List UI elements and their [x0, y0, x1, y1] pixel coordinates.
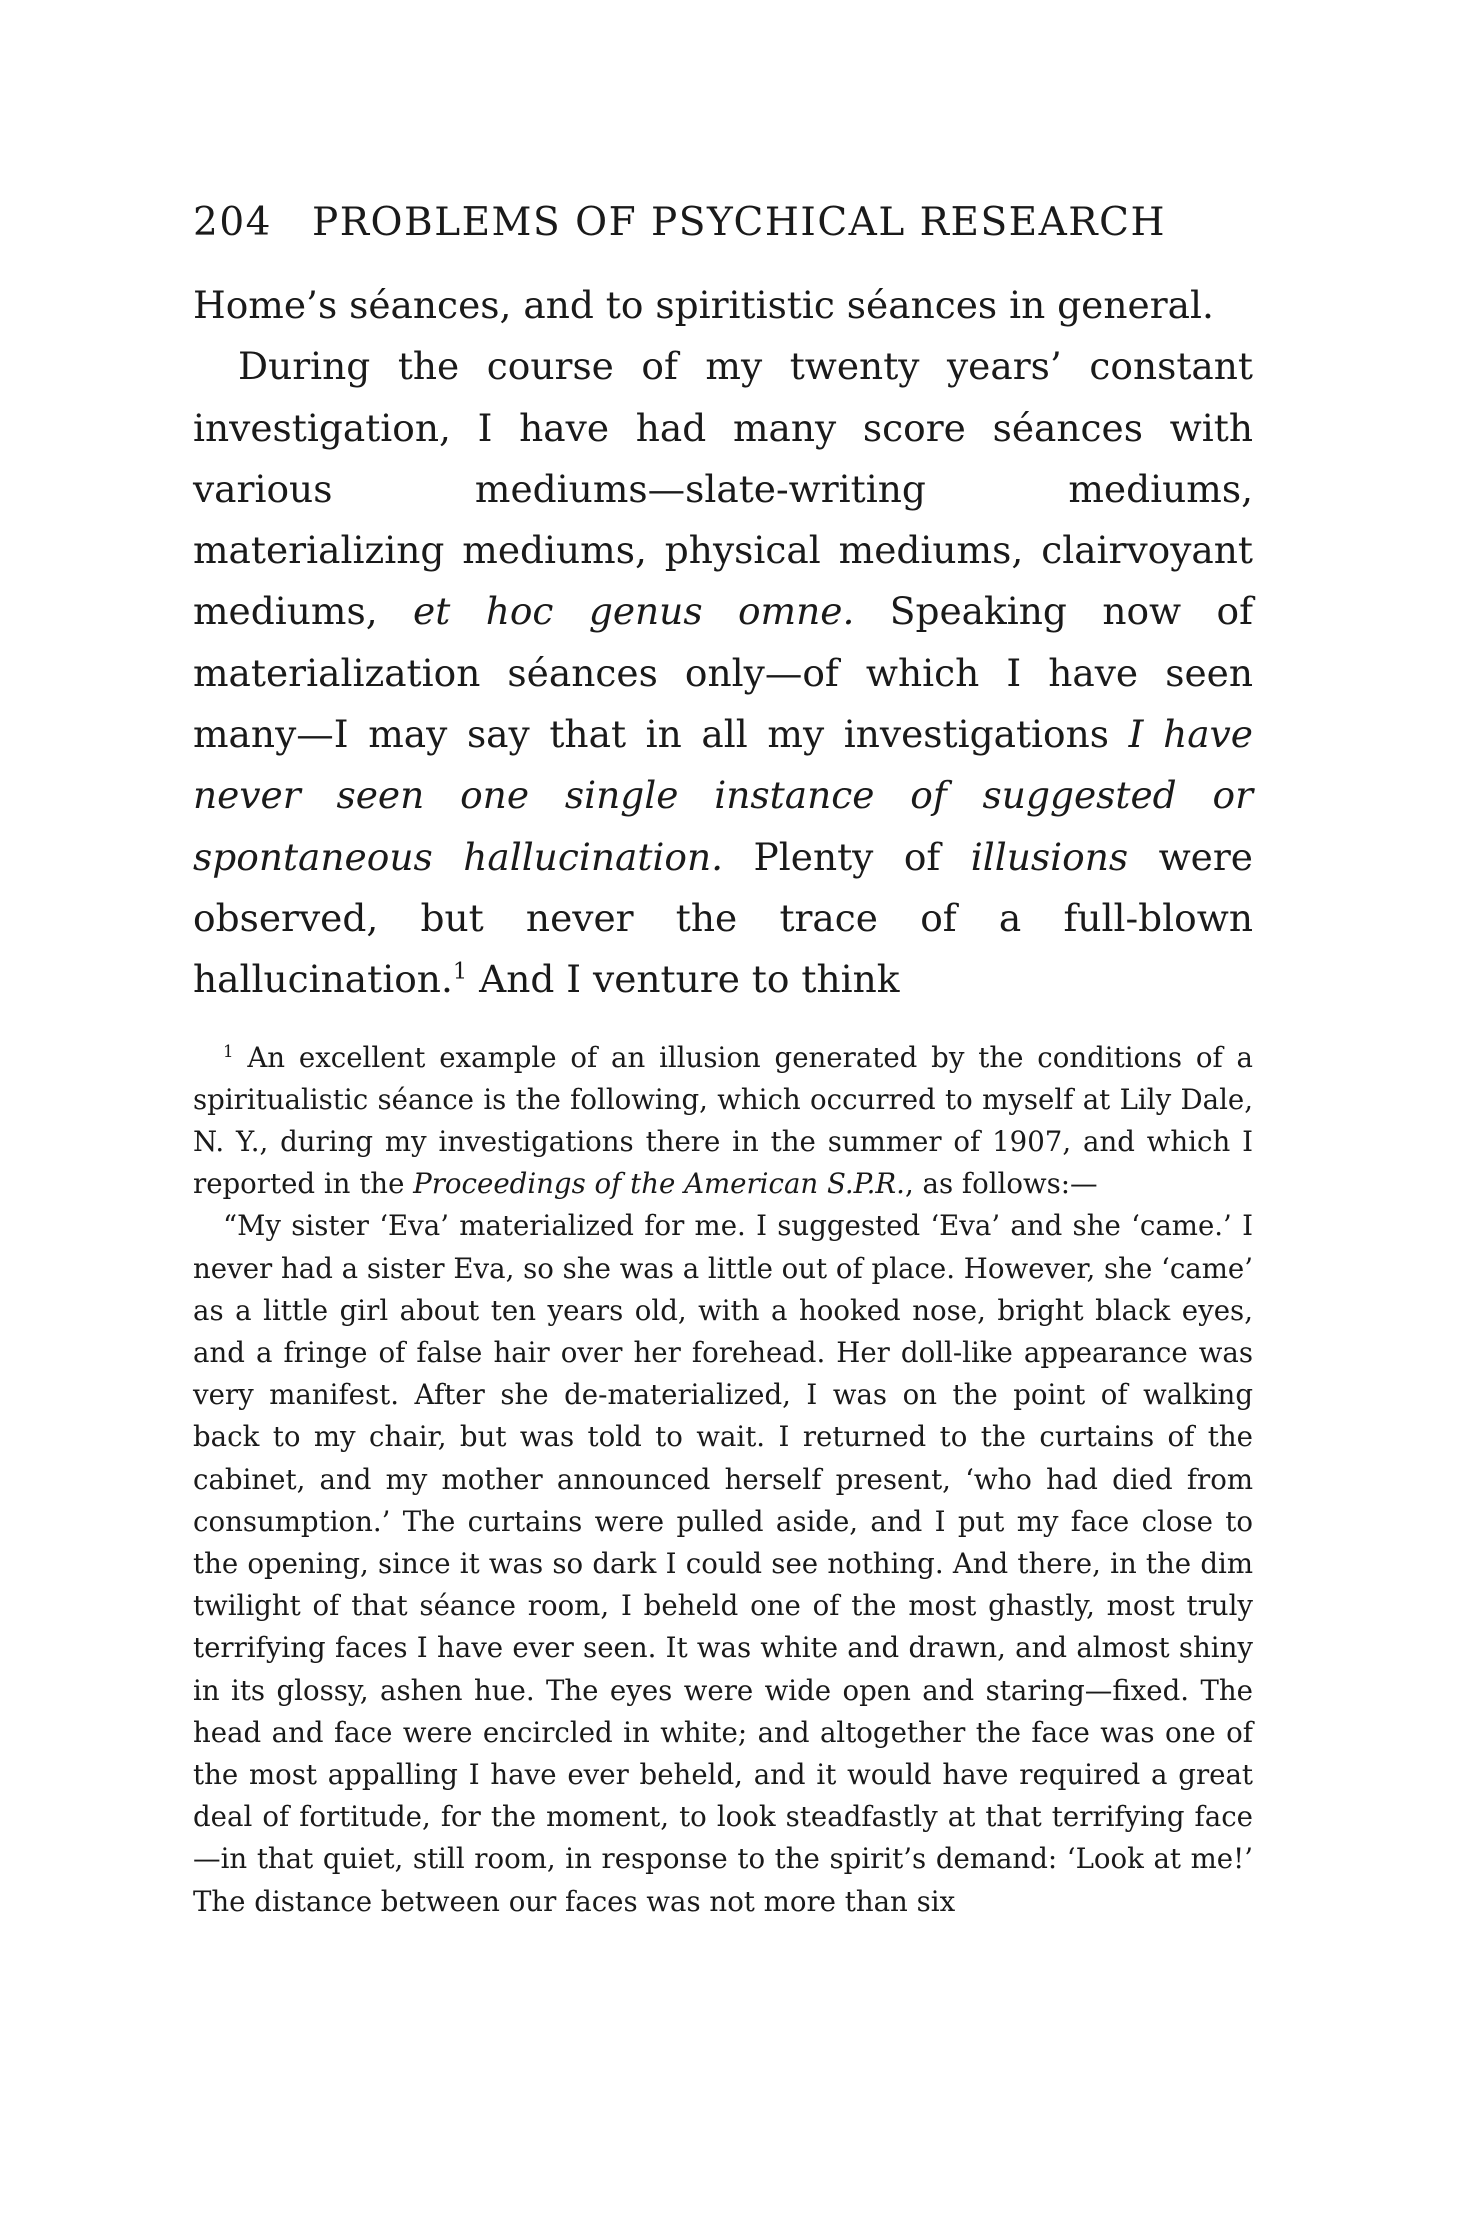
running-head	[193, 200, 1253, 245]
latin-phrase: et hoc genus omne.	[413, 589, 855, 634]
footnote-paragraph: $^1$ An excellent example of an illusion generated by the conditions of a spiritualistic séance is the following, which occurred to myself at Lily Dale, N. Y., during my investigations there in the summer of 1907, and which I reported in the Proceedings of the American S.P.R., as follows:—	[193, 1040, 1253, 1201]
publication-title: Proceedings of the American S.P.R.	[413, 1167, 905, 1201]
footnote	[193, 1037, 1253, 1923]
running-head-title: PROBLEMS OF PSYCHICAL RESEARCH	[311, 200, 1167, 245]
page-number: 204	[193, 200, 272, 245]
paragraph-continuation: Home’s séances, and to spiritistic séances in general.	[193, 283, 1214, 327]
footnote-reference: 1	[452, 958, 468, 985]
main-text	[193, 275, 1253, 1011]
paragraph: During the course of my twenty years’ constant investigation, I have had many score séances with various mediums—slate-writing mediums, materializing mediums, physical mediums, clairvoyant mediums, et hoc genus omne. Speaking now of materialization séances only—of which I have seen many—I may say that in all my investigations I have never seen one single instance of suggested or spontaneous hallucination. Plenty of illusions were observed, but never the trace of a full-blown hallucination.$^1$ And I venture to think	[193, 344, 1253, 1002]
emphasized-word: illusions	[970, 834, 1129, 879]
emphasized-claim: I have never seen one single instance of suggested or spontaneous hallucination.	[193, 712, 1253, 879]
book-page	[193, 200, 1253, 1923]
footnote-marker: 1	[223, 1041, 234, 1061]
footnote-quotation: “My sister ‘Eva’ materialized for me. I suggested ‘Eva’ and she ‘came.’ I never had a sister Eva, so she was a little out of place. However, she ‘came’ as a little girl about ten years old, with a hooked nose, bright black eyes, and a fringe of false hair over her forehead. Her doll-like appearance was very manifest. After she de-materialized, I was on the point of walking back to my chair, but was told to wait. I returned to the curtains of the cabinet, and my mother announced herself present, ‘who had died from consumption.’ The curtains were pulled aside, and I put my face close to the opening, since it was so dark I could see nothing. And there, in the dim twilight of that séance room, I beheld one of the most ghastly, most truly terrifying faces I have ever seen. It was white and drawn, and almost shiny in its glossy, ashen hue. The eyes were wide open and staring—fixed. The head and face were encircled in white; and altogether the face was one of the most appalling I have ever beheld, and it would have required a great deal of fortitude, for the moment, to look steadfastly at that terrifying face—in that quiet, still room, in response to the spirit’s demand: ‘Look at me!’ The distance between our faces was not more than six	[193, 1209, 1254, 1918]
